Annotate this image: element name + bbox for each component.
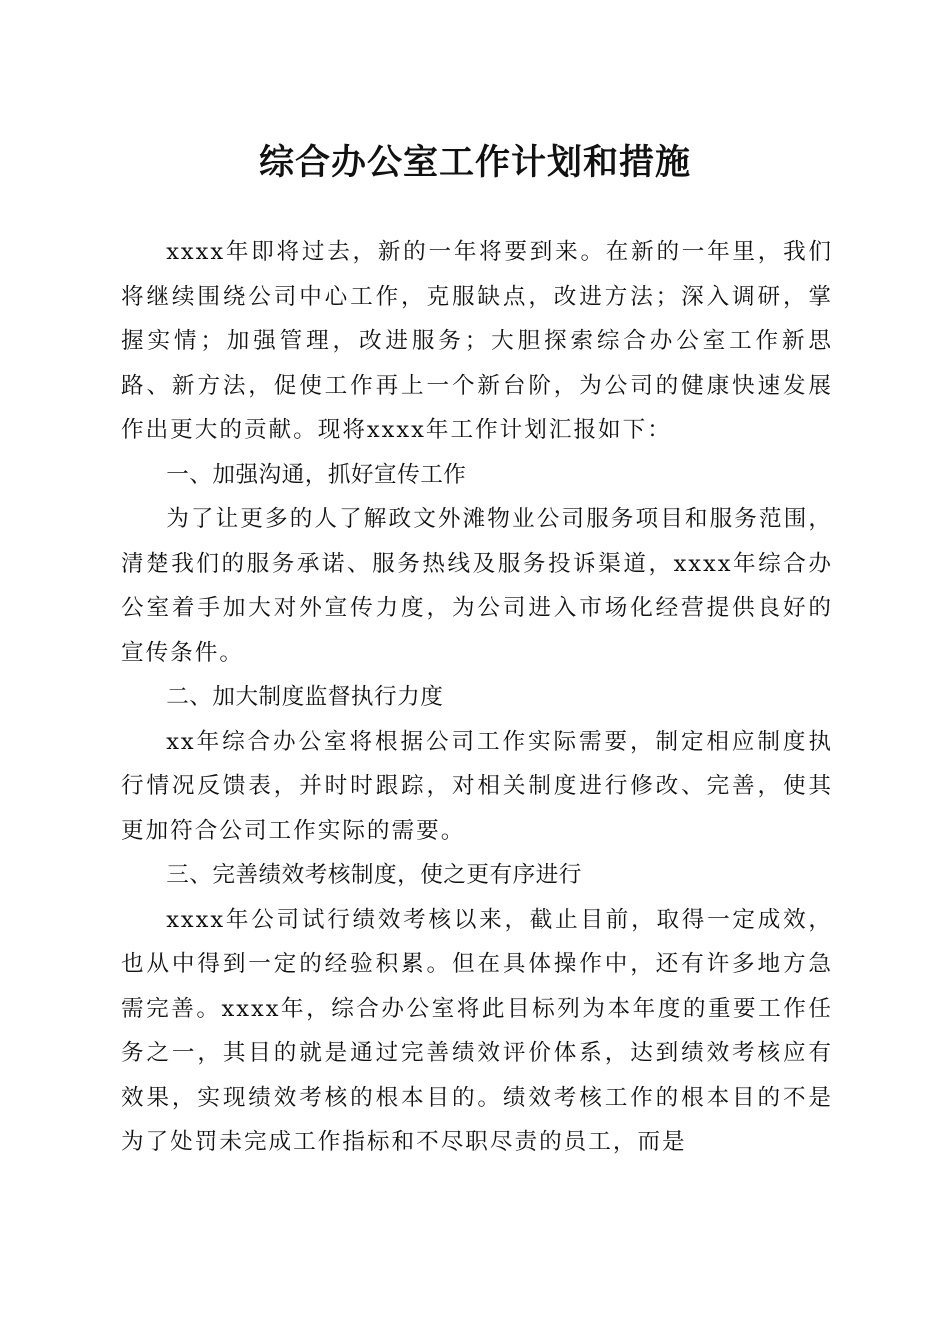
section-heading-3: 三、完善绩效考核制度，使之更有序进行	[166, 862, 582, 888]
intro-paragraph: xxxx年即将过去，新的一年将要到来。在新的一年里，我们将继续围绕公司中心工作，克服缺点，改进方法；深入调研，掌握实情；加强管理，改进服务；大胆探索综合办公室工作新思路、新方法，促使工作再上一个新台阶，为公司的健康快速发展作出更大的贡献。现将xxxx年工作计划汇报如下：	[121, 239, 833, 443]
document-title: 综合办公室工作计划和措施	[258, 142, 691, 183]
section-body-3: xxxx年公司试行绩效考核以来，截止目前，取得一定成效，也从中得到一定的经验积累。但在具体操作中，还有许多地方急需完善。xxxx年，综合办公室将此目标列为本年度的重要工作任务之一，其目的就是通过完善绩效评价体系，达到绩效考核应有效果，实现绩效考核的根本目的。绩效考核工作的根本目的不是为了处罚未完成工作指标和不尽职尽责的员工，而是	[121, 906, 833, 1155]
section-heading-1: 一、加强沟通，抓好宣传工作	[166, 461, 467, 488]
document-body	[121, 230, 833, 1165]
section-body-2: xx年综合办公室将根据公司工作实际需要，制定相应制度执行情况反馈表，并时时跟踪，对相关制度进行修改、完善，使其更加符合公司工作实际的需要。	[121, 728, 833, 844]
section-heading-2: 二、加大制度监督执行力度	[166, 684, 444, 710]
section-body-1: 为了让更多的人了解政文外滩物业公司服务项目和服务范围，清楚我们的服务承诺、服务热线及服务投诉渠道，xxxx年综合办公室着手加大对外宣传力度，为公司进入市场化经营提供良好的宣传条件。	[121, 506, 833, 666]
